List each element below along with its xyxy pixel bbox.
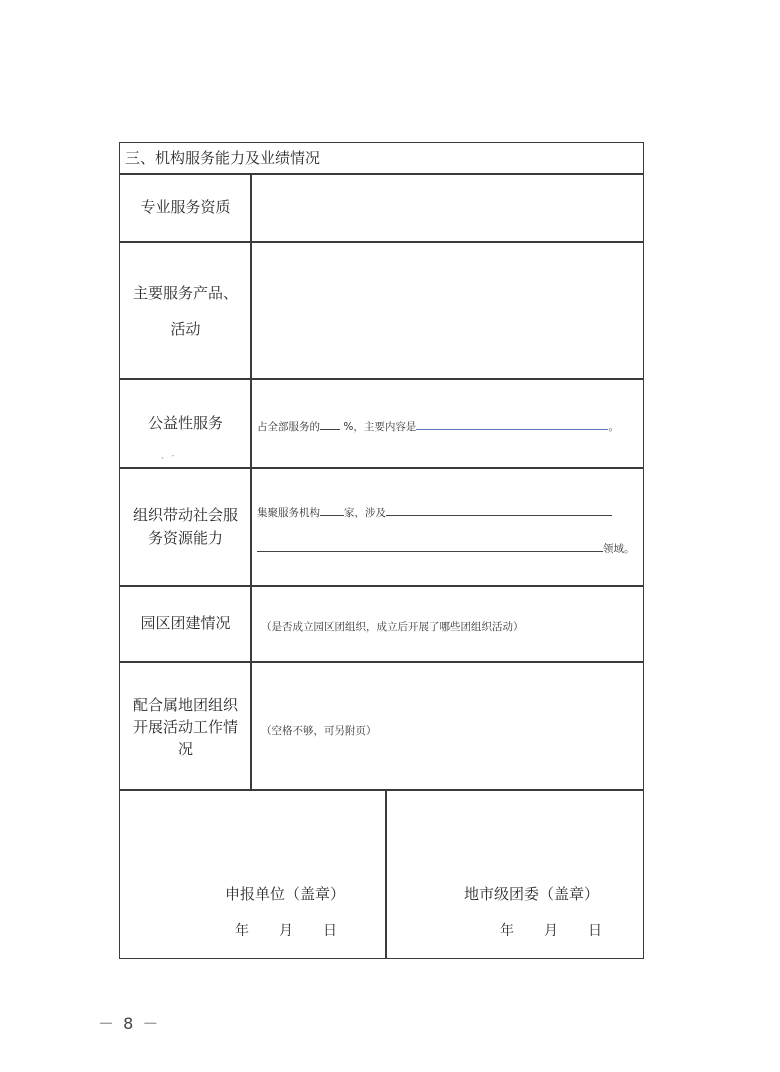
row-products-label-line2: 活动	[170, 319, 201, 338]
row-resources-content-line2: 领域。	[257, 540, 635, 556]
applicant-month: 月	[279, 923, 293, 939]
row-cooperation-label	[119, 661, 252, 791]
row-resources-label-line2: 务资源能力	[147, 529, 223, 547]
page-number: － 8 －	[98, 1014, 161, 1033]
row-resources-content-cell[interactable]	[250, 467, 644, 587]
applicant-year: 年	[235, 923, 249, 939]
row-cooperation-label-line1: 配合属地团组织	[132, 696, 238, 714]
row-products-label	[119, 241, 252, 380]
percent-blank[interactable]	[320, 418, 340, 430]
row-cooperation-label-line3: 况	[177, 739, 193, 758]
row-cooperation-label-line2: 开展活动工作情	[132, 717, 238, 736]
row-public-service-label: 公益性服务	[147, 414, 223, 433]
applicant-date	[235, 920, 337, 940]
row-qualification-label: 专业服务资质	[140, 198, 231, 217]
applicant-day: 日	[323, 923, 337, 939]
applicant-seal-label: 申报单位（盖章）	[225, 885, 346, 903]
city-league-month: 月	[544, 923, 558, 939]
main-content-blank[interactable]	[416, 418, 608, 430]
row-resources-content-line1: 集聚服务机构 家，涉及	[257, 504, 612, 520]
form-table	[119, 142, 644, 959]
row-products-content-cell[interactable]	[250, 241, 644, 380]
row-cooperation-hint: （空格不够，可另附页）	[261, 725, 377, 737]
city-league-date	[500, 920, 602, 940]
row-league-label: 园区团建情况	[140, 614, 231, 633]
scan-mark: 、 -	[161, 451, 175, 460]
city-league-year: 年	[500, 923, 514, 939]
fields-blank-1[interactable]	[386, 504, 612, 516]
row-products-label-line1: 主要服务产品、	[132, 283, 238, 302]
row-resources-label	[119, 467, 252, 587]
section-title: 三、机构服务能力及业绩情况	[125, 148, 321, 167]
city-league-seal-label: 地市级团委（盖章）	[464, 885, 600, 903]
city-league-day: 日	[588, 923, 602, 939]
org-count-blank[interactable]	[320, 504, 344, 516]
row-resources-label-line1: 组织带动社会服	[132, 505, 238, 524]
row-public-service-content: 占全部服务的 %，主要内容是 。	[257, 418, 619, 434]
row-qualification-content-cell[interactable]	[250, 173, 644, 243]
row-league-hint: （是否成立园区团组织，成立后开展了哪些团组织活动）	[261, 621, 524, 633]
fields-blank-2[interactable]	[257, 540, 603, 552]
